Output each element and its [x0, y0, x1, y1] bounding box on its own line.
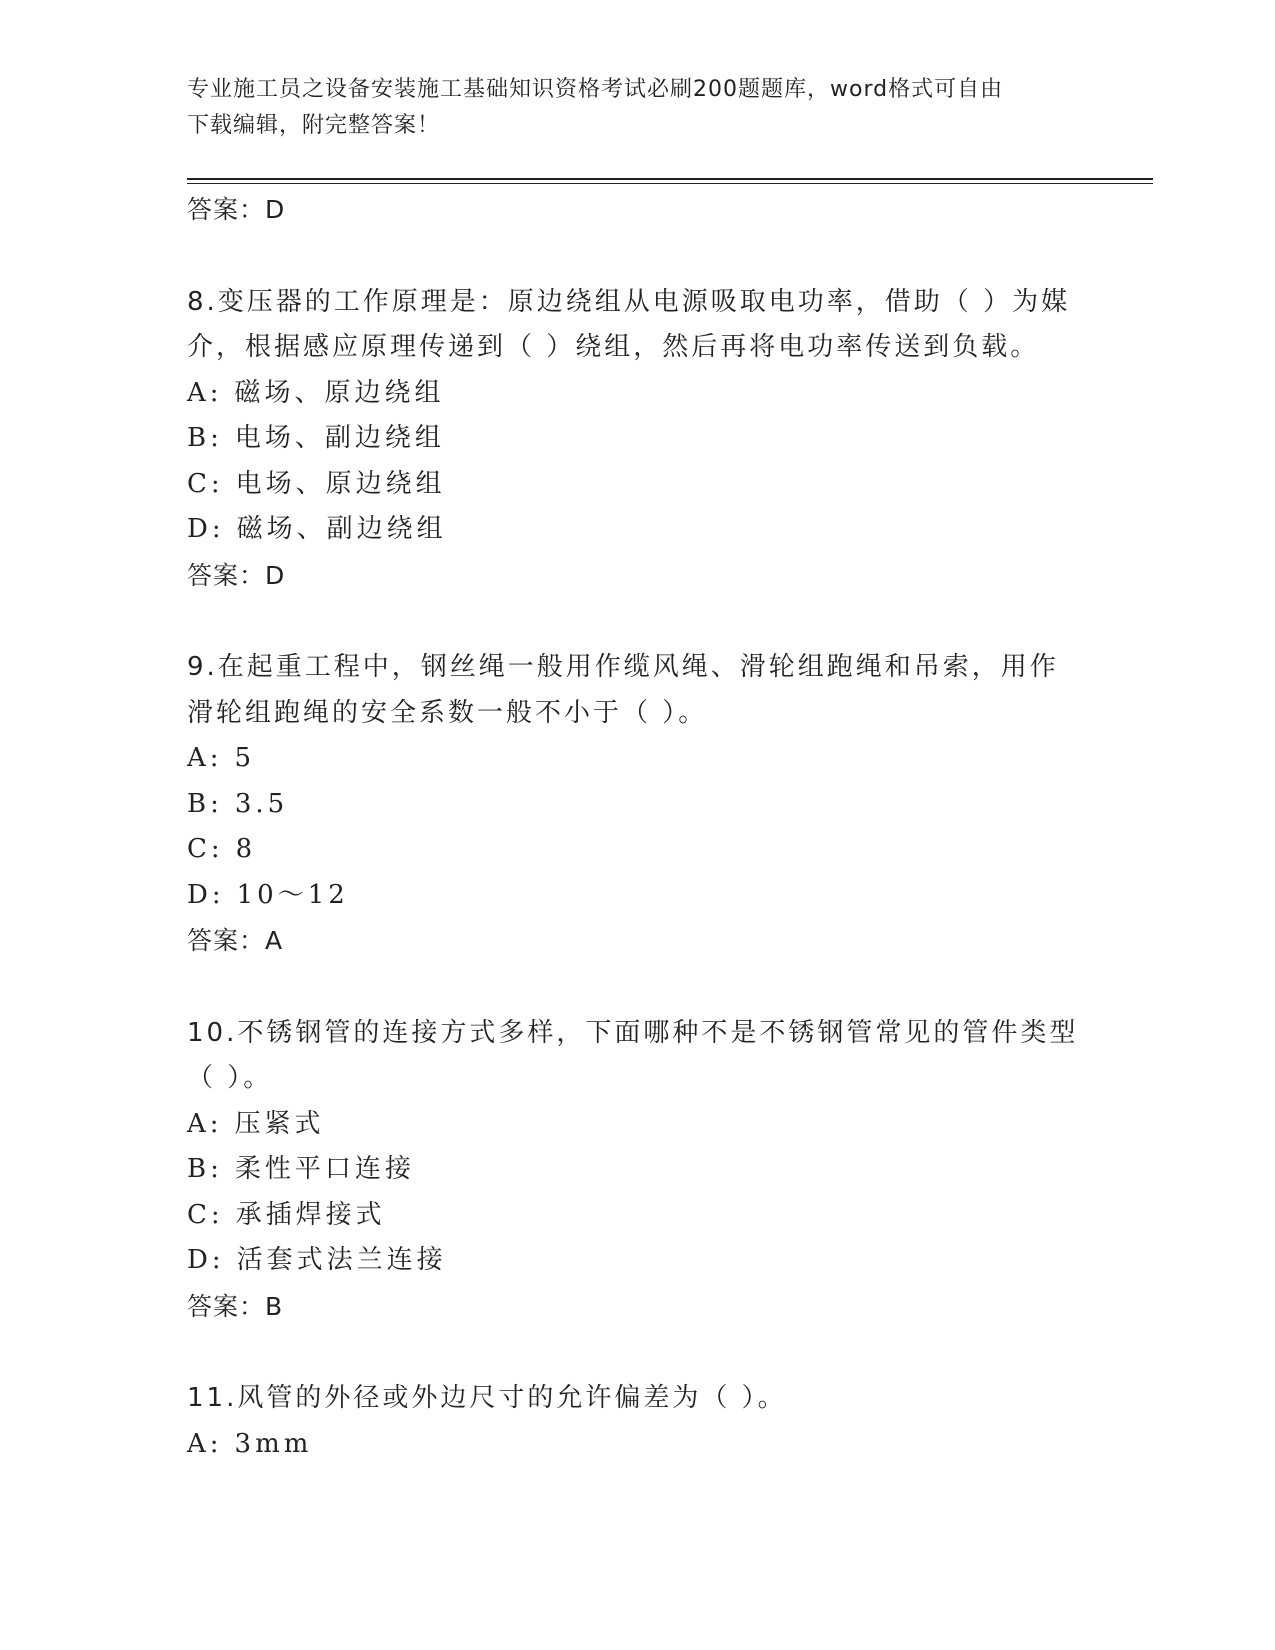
spacer: [187, 964, 1087, 1011]
page-header: [187, 72, 1067, 144]
answer: 答案：A: [187, 926, 284, 955]
question-9: [187, 645, 1087, 964]
spacer: [187, 1329, 1087, 1376]
option-c: [187, 827, 1087, 873]
option-text: 柔性平口连接: [234, 1154, 415, 1184]
option-a: [187, 1102, 1087, 1148]
answer: 答案：D: [187, 560, 286, 590]
option-text: 磁场、原边绕组: [234, 377, 445, 408]
answer-previous: 答案：D: [187, 195, 286, 224]
option-letter: A:: [187, 1428, 223, 1459]
header-line-1: 专业施工员之设备安装施工基础知识资格考试必刷200题题库，word格式可自由: [187, 77, 1004, 102]
option-letter: A:: [187, 1108, 223, 1139]
option-text: 磁场、副边绕组: [236, 514, 447, 544]
question-stem-line: 10.不锈钢管的连接方式多样，下面哪种不是不锈钢管常见的管件类型: [187, 1017, 1079, 1048]
option-letter: B:: [187, 1154, 223, 1184]
question-list: [187, 187, 1087, 1467]
question-stem-line: 介，根据感应原理传递到（ ）绕组，然后再将电功率传送到负载。: [187, 332, 1040, 362]
option-text: 5: [234, 743, 256, 773]
option-text: 8: [235, 834, 257, 864]
option-b: [187, 416, 1087, 462]
option-a: [187, 736, 1087, 782]
option-letter: B:: [187, 788, 223, 819]
option-letter: C:: [187, 834, 224, 864]
question-stem-line: 9.在起重工程中，钢丝绳一般用作缆风绳、滑轮组跑绳和吊索，用作: [187, 652, 1059, 682]
option-text: 承插焊接式: [235, 1199, 386, 1230]
option-text: 3mm: [234, 1428, 313, 1459]
option-b: [187, 782, 1087, 828]
answer: 答案：B: [187, 1291, 284, 1321]
spacer: [187, 598, 1087, 645]
option-letter: C:: [187, 1199, 224, 1230]
option-text: 10～12: [236, 879, 349, 910]
option-d: [187, 1238, 1087, 1284]
question-stem-line: （ ）。: [187, 1063, 273, 1093]
question-10: [187, 1011, 1087, 1330]
question-stem-line: 滑轮组跑绳的安全系数一般不小于（ ）。: [187, 697, 708, 728]
option-text: 活套式法兰连接: [236, 1245, 447, 1275]
option-letter: C:: [187, 468, 224, 499]
option-d: [187, 873, 1087, 919]
option-letter: D:: [187, 879, 225, 910]
option-letter: B:: [187, 423, 223, 453]
option-letter: D:: [187, 1245, 225, 1275]
question-stem-line: 8.变压器的工作原理是：原边绕组从电源吸取电功率，借助（ ）为媒: [187, 286, 1071, 317]
option-c: [187, 462, 1087, 508]
spacer: [187, 233, 1087, 280]
option-text: 电场、原边绕组: [235, 468, 446, 499]
option-letter: D:: [187, 514, 225, 544]
question-8: [187, 280, 1087, 599]
option-letter: A:: [187, 377, 223, 408]
option-b: [187, 1147, 1087, 1193]
option-a: [187, 371, 1087, 417]
option-text: 压紧式: [234, 1108, 325, 1139]
header-line-2: 下载编辑，附完整答案！: [187, 113, 441, 138]
option-text: 电场、副边绕组: [234, 423, 445, 453]
question-stem-line: 11.风管的外径或外边尺寸的允许偏差为（ ）。: [187, 1383, 787, 1413]
option-a: [187, 1422, 1087, 1468]
header-rule-thin: [187, 183, 1153, 184]
option-d: [187, 507, 1087, 553]
header-rule-thick: [187, 178, 1153, 180]
option-c: [187, 1193, 1087, 1239]
question-11: [187, 1376, 1087, 1467]
option-letter: A:: [187, 743, 223, 773]
option-text: 3.5: [234, 788, 289, 819]
